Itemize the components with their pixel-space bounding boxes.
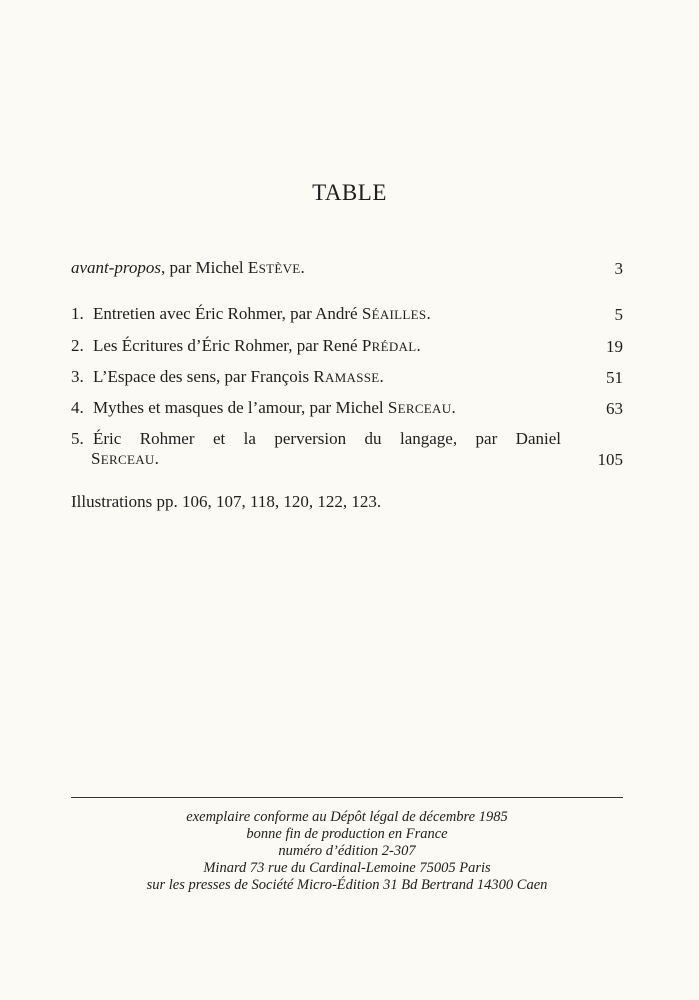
page-number: 105 xyxy=(597,450,623,469)
page-number: 63 xyxy=(606,399,623,418)
colophon-line: sur les presses de Société Micro-Édition 31 Bd Bertrand 14300 Caen xyxy=(146,877,548,893)
page-number: 5 xyxy=(614,305,623,324)
colophon-line: exemplaire conforme au Dépôt légal de décembre 1985 xyxy=(186,809,508,825)
illustrations-line: Illustrations pp. 106, 107, 118, 120, 122, 123. xyxy=(71,492,382,511)
colophon xyxy=(71,809,623,894)
toc-entry-1: 1. Entretien avec Éric Rohmer, par André SÉAILLES. 5 xyxy=(71,304,623,324)
chapter-number: 1. xyxy=(71,304,84,323)
author-name: SERCEAU xyxy=(91,449,155,468)
page-number: 51 xyxy=(606,368,623,387)
author-name: ESTÈVE xyxy=(247,258,301,277)
author-name: SERCEAU xyxy=(387,398,452,417)
toc-entry-4: 4. Mythes et masques de l’amour, par Michel SERCEAU. 63 xyxy=(71,398,623,418)
divider xyxy=(71,797,623,798)
toc-entry-foreword: avant-propos, par Michel ESTÈVE. 3 xyxy=(71,258,623,278)
chapter-number: 3. xyxy=(71,367,84,386)
colophon-line: Minard 73 rue du Cardinal-Lemoine 75005 Paris xyxy=(203,860,491,876)
page-title: TABLE xyxy=(312,180,387,205)
page-number: 3 xyxy=(614,259,623,278)
page-number: 19 xyxy=(606,337,623,356)
toc-entry-5: 5. Éric Rohmer et la perversion du langage, par Daniel SERCEAU. 105 xyxy=(71,429,623,469)
chapter-number: 2. xyxy=(71,336,84,355)
author-name: RAMASSE xyxy=(313,367,380,386)
colophon-line: bonne fin de production en France xyxy=(246,826,448,842)
chapter-number: 4. xyxy=(71,398,84,417)
toc-entry-2: 2. Les Écritures d’Éric Rohmer, par René PRÉDAL. 19 xyxy=(71,336,623,356)
toc-entry-3: 3. L’Espace des sens, par François RAMASSE. 51 xyxy=(71,367,623,387)
author-name: SÉAILLES xyxy=(361,304,427,323)
foreword-label: avant-propos xyxy=(71,258,162,277)
colophon-line: numéro d’édition 2-307 xyxy=(278,843,416,859)
chapter-number: 5. xyxy=(71,429,84,448)
author-name: PRÉDAL xyxy=(361,336,417,355)
